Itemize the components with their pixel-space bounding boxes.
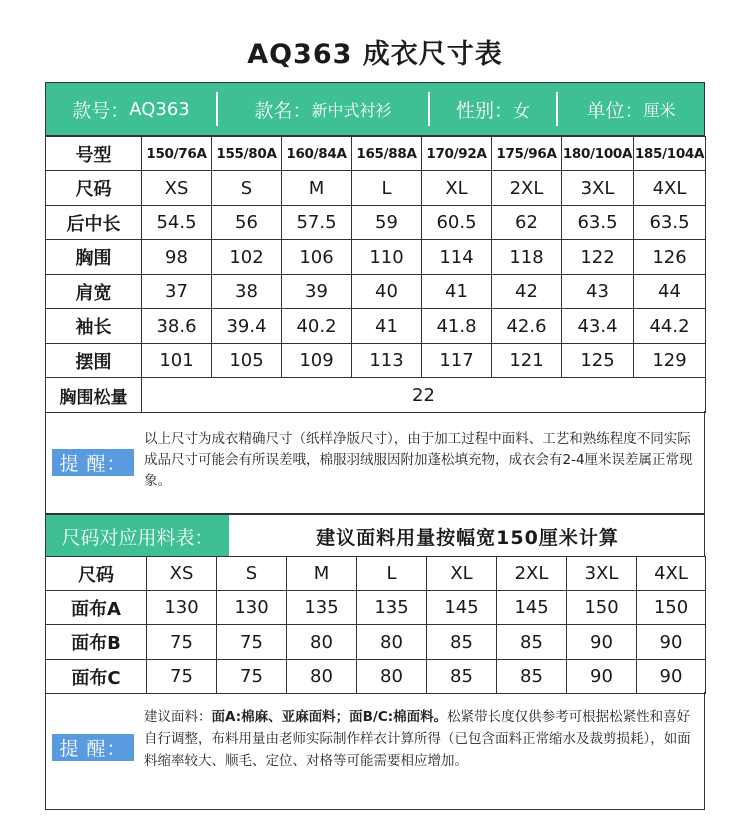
reminder-text-2-prefix: 建议面料：	[144, 709, 212, 725]
gender-value: 女	[513, 101, 530, 122]
table-cell: 57.5	[282, 206, 352, 240]
table-cell: 75	[147, 625, 217, 660]
table-cell: XL	[422, 171, 492, 206]
table-cell: 2XL	[497, 557, 567, 591]
table-cell: 40	[352, 275, 422, 309]
table-cell: 85	[427, 625, 497, 660]
row-header: 号型	[46, 137, 142, 171]
table-row	[46, 206, 706, 240]
table-cell: 160/84A	[282, 137, 352, 171]
table-cell: 80	[287, 660, 357, 694]
table-cell: 59	[352, 206, 422, 240]
table-cell: 41	[352, 309, 422, 344]
table-cell: XS	[142, 171, 212, 206]
table-cell: L	[352, 171, 422, 206]
row-header: 尺码	[46, 171, 142, 206]
style-number-value: AQ363	[129, 98, 190, 120]
style-name-label: 款名：	[254, 99, 312, 122]
style-number-label: 款号：	[72, 99, 130, 122]
table-row-ease	[46, 378, 706, 413]
ease-label: 胸围松量	[46, 378, 142, 413]
size-table	[45, 136, 706, 413]
table-cell: 75	[217, 660, 287, 694]
fabric-section-tag: 尺码对应用料表：	[46, 515, 229, 557]
table-cell: 75	[147, 660, 217, 694]
table-cell: 110	[352, 240, 422, 275]
table-cell: 41	[422, 275, 492, 309]
table-cell: 85	[427, 660, 497, 694]
table-cell: 42	[492, 275, 562, 309]
row-header: 摆围	[46, 344, 142, 378]
reminder-badge-1: 提 醒：	[52, 449, 134, 476]
table-row	[46, 591, 706, 625]
row-header: 尺码	[46, 557, 147, 591]
table-cell: 126	[634, 240, 706, 275]
table-row	[46, 625, 706, 660]
table-cell: M	[282, 171, 352, 206]
row-header: 面布B	[46, 625, 147, 660]
table-cell: 150/76A	[142, 137, 212, 171]
table-cell: 4XL	[637, 557, 706, 591]
table-row	[46, 660, 706, 694]
table-cell: XS	[147, 557, 217, 591]
table-cell: 150	[637, 591, 706, 625]
table-row	[46, 275, 706, 309]
table-cell: 80	[357, 660, 427, 694]
table-cell: 102	[212, 240, 282, 275]
table-cell: 54.5	[142, 206, 212, 240]
table-cell: 41.8	[422, 309, 492, 344]
unit-value: 厘米	[643, 100, 676, 120]
table-cell: 39	[282, 275, 352, 309]
table-cell: 155/80A	[212, 137, 282, 171]
unit	[558, 92, 704, 126]
table-cell: L	[357, 557, 427, 591]
table-cell: 62	[492, 206, 562, 240]
table-cell: 38.6	[142, 309, 212, 344]
table-cell: 175/96A	[492, 137, 562, 171]
table-cell: 113	[352, 344, 422, 378]
reminder-text-2-bold: 面A:棉麻、亚麻面料；面B/C:棉面料。	[211, 709, 448, 725]
table-cell: S	[212, 171, 282, 206]
page-title: AQ363 成衣尺寸表	[247, 39, 503, 70]
reminder-box-2	[45, 692, 705, 810]
fabric-section-title: 建议面料用量按幅宽150厘米计算	[316, 526, 619, 549]
reminder-text-2	[144, 706, 696, 772]
table-cell: 42.6	[492, 309, 562, 344]
table-row	[46, 309, 706, 344]
table-cell: 180/100A	[562, 137, 634, 171]
style-number	[46, 92, 218, 126]
table-cell: XL	[427, 557, 497, 591]
table-cell: 129	[634, 344, 706, 378]
table-cell: 145	[497, 591, 567, 625]
row-header: 后中长	[46, 206, 142, 240]
row-header: 胸围	[46, 240, 142, 275]
table-cell: 2XL	[492, 171, 562, 206]
table-cell: 4XL	[634, 171, 706, 206]
table-cell: 106	[282, 240, 352, 275]
row-header: 面布A	[46, 591, 147, 625]
reminder-text-1: 以上尺寸为成衣精确尺寸（纸样净版尺寸），由于加工过程中面料、工艺和熟练程度不同实际成品尺寸可能会有所误差哦，棉服羽绒服因附加蓬松填充物，成衣会有2-4厘米误差属正常现象。	[144, 431, 693, 489]
fabric-table	[45, 556, 706, 694]
table-cell: 43	[562, 275, 634, 309]
header-bar	[45, 82, 705, 136]
table-cell: 90	[567, 660, 637, 694]
gender-label: 性别：	[455, 99, 513, 122]
table-cell: 130	[147, 591, 217, 625]
row-header: 面布C	[46, 660, 147, 694]
table-cell: 90	[637, 625, 706, 660]
table-cell: 101	[142, 344, 212, 378]
table-cell: 170/92A	[422, 137, 492, 171]
table-cell: 80	[287, 625, 357, 660]
table-cell: 3XL	[567, 557, 637, 591]
table-cell: 150	[567, 591, 637, 625]
unit-label: 单位：	[586, 99, 644, 122]
table-cell: 44.2	[634, 309, 706, 344]
table-cell: 90	[637, 660, 706, 694]
table-cell: 60.5	[422, 206, 492, 240]
table-row	[46, 557, 706, 591]
style-name-value: 新中式衬衫	[311, 100, 392, 120]
table-cell: 80	[357, 625, 427, 660]
style-name	[218, 92, 430, 126]
table-cell: 85	[497, 660, 567, 694]
table-cell: 118	[492, 240, 562, 275]
table-cell: 40.2	[282, 309, 352, 344]
table-cell: 75	[217, 625, 287, 660]
table-cell: 44	[634, 275, 706, 309]
table-cell: 43.4	[562, 309, 634, 344]
table-row	[46, 137, 706, 171]
table-cell: 38	[212, 275, 282, 309]
table-cell: 90	[567, 625, 637, 660]
fabric-section-header	[45, 514, 705, 557]
reminder-box-1	[45, 411, 705, 514]
table-cell: 109	[282, 344, 352, 378]
table-cell: 63.5	[634, 206, 706, 240]
table-cell: 56	[212, 206, 282, 240]
table-cell: 121	[492, 344, 562, 378]
reminder-badge-2: 提 醒：	[52, 734, 134, 761]
table-cell: 98	[142, 240, 212, 275]
table-cell: 130	[217, 591, 287, 625]
table-cell: 63.5	[562, 206, 634, 240]
table-row	[46, 344, 706, 378]
row-header: 袖长	[46, 309, 142, 344]
table-cell: 3XL	[562, 171, 634, 206]
table-row	[46, 240, 706, 275]
row-header: 肩宽	[46, 275, 142, 309]
table-cell: 122	[562, 240, 634, 275]
table-cell: 185/104A	[634, 137, 706, 171]
table-cell: 135	[287, 591, 357, 625]
reminder-text-2-rest: 松紧带长度仅供参考可根据松紧性和喜好自行调整，布料用量由老师实际制作样衣计算所得（已包含面料正常缩水及裁剪损耗），如面料缩率较大、顺毛、定位、对格等可能需要相应增加。	[144, 709, 691, 769]
table-cell: 165/88A	[352, 137, 422, 171]
table-cell: M	[287, 557, 357, 591]
table-cell: 135	[357, 591, 427, 625]
ease-value: 22	[142, 378, 706, 413]
table-cell: 125	[562, 344, 634, 378]
table-row	[46, 171, 706, 206]
table-cell: 85	[497, 625, 567, 660]
table-cell: 117	[422, 344, 492, 378]
table-cell: 114	[422, 240, 492, 275]
gender	[430, 92, 558, 126]
table-cell: S	[217, 557, 287, 591]
table-cell: 39.4	[212, 309, 282, 344]
table-cell: 37	[142, 275, 212, 309]
table-cell: 105	[212, 344, 282, 378]
table-cell: 145	[427, 591, 497, 625]
